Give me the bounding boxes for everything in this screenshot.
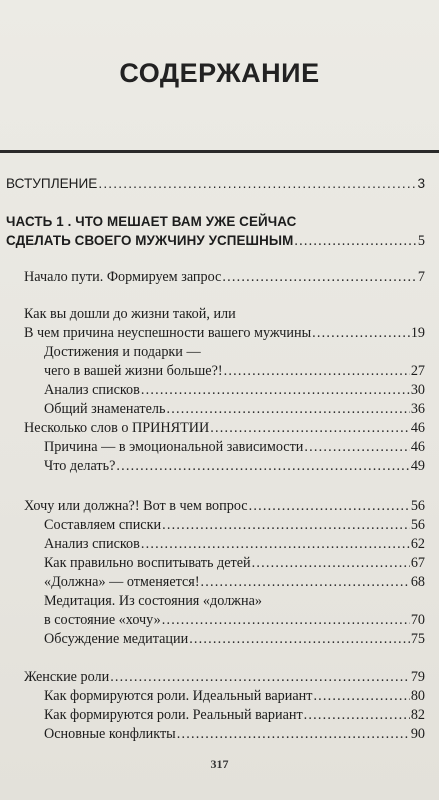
toc-leader — [162, 611, 410, 629]
toc-entry-page: 62 — [410, 536, 425, 552]
toc-entry — [44, 535, 425, 553]
toc-entry — [44, 687, 425, 705]
toc-entry — [24, 497, 425, 515]
toc-entry-page: 70 — [410, 612, 425, 628]
toc-entry-page: 56 — [410, 517, 425, 533]
page-title: СОДЕРЖАНИЕ — [119, 58, 320, 88]
toc-entry-title: Что делать? — [44, 458, 116, 474]
toc-entry — [44, 630, 425, 648]
toc-entry — [24, 268, 425, 286]
title-divider — [0, 150, 439, 153]
toc-entry-title: Анализ списков — [44, 382, 140, 398]
toc-entry-page: 68 — [410, 574, 425, 590]
toc-leader — [312, 324, 410, 342]
toc-entry-page: 56 — [410, 498, 425, 514]
toc-entry — [24, 324, 425, 342]
toc-entry-title: СДЕЛАТЬ СВОЕГО МУЖЧИНУ УСПЕШНЫМ — [6, 233, 294, 248]
toc-entry-page: 46 — [410, 420, 425, 436]
toc-entry-page: 49 — [410, 458, 425, 474]
toc-entry — [44, 381, 425, 399]
toc-entry-title: Достижения и подарки — — [44, 344, 201, 360]
toc-part-heading — [6, 213, 425, 231]
toc-leader — [98, 175, 416, 193]
toc-entry-title: Начало пути. Формируем запрос — [24, 269, 222, 285]
toc-entry-title: Как правильно воспитывать детей — [44, 555, 251, 571]
toc-entry-page: 90 — [410, 726, 425, 742]
toc-entry — [44, 611, 425, 629]
toc-entry-title: Хочу или должна?! Вот в чем вопрос — [24, 498, 248, 514]
toc-entry-page: 5 — [417, 233, 425, 249]
toc-entry-title: «Должна» — отменяется! — [44, 574, 200, 590]
toc-entry-page: 80 — [410, 688, 425, 704]
toc-entry-title: Причина — в эмоциональной зависимости — [44, 439, 304, 455]
toc-entry-title: чего в вашей жизни больше?! — [44, 363, 223, 379]
toc-entry-title: ЧАСТЬ 1 . ЧТО МЕШАЕТ ВАМ УЖЕ СЕЙЧАС — [6, 214, 297, 229]
toc-entry-title: Как вы дошли до жизни такой, или — [24, 306, 236, 322]
toc-entry-title: Медитация. Из состояния «должна» — [44, 593, 262, 609]
toc-leader — [249, 497, 410, 515]
toc-leader — [189, 630, 410, 648]
toc-entry — [44, 725, 425, 743]
toc-entry-page: 3 — [417, 176, 425, 191]
toc-entry — [44, 592, 425, 610]
toc-leader — [224, 362, 410, 380]
toc-leader — [313, 687, 409, 705]
toc-entry — [24, 668, 425, 686]
toc-leader — [304, 706, 410, 724]
toc-entry-title: Составляем списки — [44, 517, 162, 533]
toc-entry-title: Несколько слов о ПРИНЯТИИ — [24, 420, 210, 436]
toc-entry-title: Анализ списков — [44, 536, 140, 552]
toc-entry-page: 19 — [410, 325, 425, 341]
toc-entry — [44, 438, 425, 456]
toc-entry-page: 7 — [417, 269, 425, 285]
toc-entry-page: 27 — [410, 363, 425, 379]
toc-leader — [177, 725, 410, 743]
toc-entry-title: Как формируются роли. Реальный вариант — [44, 707, 303, 723]
toc-entry — [6, 232, 425, 250]
toc-leader — [116, 457, 409, 475]
toc-entry-page: 36 — [410, 401, 425, 417]
toc-leader — [166, 400, 409, 418]
toc-entry-page: 30 — [410, 382, 425, 398]
toc-entry-title: В чем причина неуспешности вашего мужчины — [24, 325, 312, 341]
toc-entry — [24, 419, 425, 437]
toc-entry-title: Обсуждение медитации — [44, 631, 189, 647]
page-number: 317 — [210, 757, 229, 771]
toc-leader — [162, 516, 410, 534]
toc-entry-page: 75 — [410, 631, 425, 647]
toc-entry — [44, 457, 425, 475]
toc-entry — [44, 362, 425, 380]
toc-entry-page: 67 — [410, 555, 425, 571]
toc-entry-title: Как формируются роли. Идеальный вариант — [44, 688, 313, 704]
toc-leader — [294, 232, 417, 250]
toc-entry-page: 82 — [410, 707, 425, 723]
toc-leader — [210, 419, 410, 437]
toc-leader — [201, 573, 410, 591]
toc-entry — [44, 706, 425, 724]
toc-entry-page: 79 — [410, 669, 425, 685]
toc-entry — [44, 400, 425, 418]
toc-entry — [44, 554, 425, 572]
toc-leader — [110, 668, 410, 686]
toc-entry-title: Основные конфликты — [44, 726, 176, 742]
toc-entry-page: 46 — [410, 439, 425, 455]
toc-entry — [44, 573, 425, 591]
toc-entry-title: Общий знаменатель — [44, 401, 166, 417]
toc-leader — [304, 438, 409, 456]
toc-entry — [6, 175, 425, 193]
toc-leader — [141, 535, 410, 553]
toc-entry — [24, 305, 425, 323]
toc-entry-title: ВСТУПЛЕНИЕ — [6, 176, 98, 191]
toc-leader — [141, 381, 410, 399]
toc-entry-title: Женские роли — [24, 669, 110, 685]
toc-entry-title: в состояние «хочу» — [44, 612, 161, 628]
toc-leader — [252, 554, 410, 572]
toc-leader — [222, 268, 417, 286]
toc-entry — [44, 343, 425, 361]
toc-entry — [44, 516, 425, 534]
